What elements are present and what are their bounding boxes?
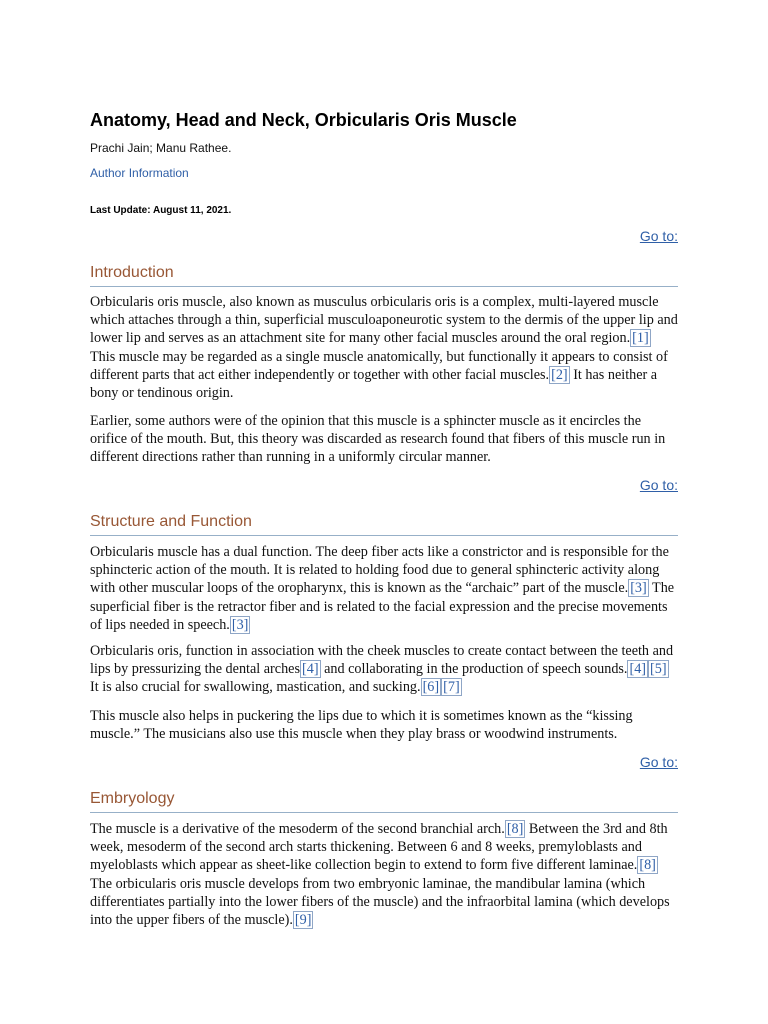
structure-paragraph-1 (90, 543, 678, 634)
structure-paragraph-3: This muscle also helps in puckering the lips due to which it is sometimes known as the “kissing muscle.” The musicians also use this muscle when they play brass or woodwind instruments. (90, 708, 633, 743)
paragraph-text: It is also crucial for swallowing, mastication, and sucking. (90, 679, 421, 696)
citation-link[interactable]: [4] (302, 661, 319, 678)
paragraph-text: Between the 3rd and 8th week, mesoderm of the second arch starts thickening. Between 6 and 8 weeks, premyloblasts and myeloblasts which appear as sheet-like collection begin to extend to form five different laminae. (90, 821, 668, 874)
citation-link[interactable]: [9] (294, 912, 312, 929)
paragraph-text: This muscle may be regarded as a single muscle anatomically, but functionally it appears to consist of different parts that act either independently or together with other facial muscles. (90, 348, 668, 383)
article-title: Anatomy, Head and Neck, Orbicularis Oris Muscle (90, 110, 517, 130)
section-heading-structure-and-function: Structure and Function (90, 512, 678, 536)
author-information-link[interactable]: Author Information (90, 166, 189, 180)
citation-link[interactable]: [8] (506, 821, 524, 837)
paragraph-text: The orbicularis oris muscle develops from two embryonic laminae, the mandibular lamina (which differentiates partially into the lower fibers of the muscle) and the infraorbital lamina (which develops into the upper fibers of the muscle). (90, 875, 670, 929)
citation-link[interactable]: [6] (422, 679, 440, 696)
introduction-paragraph-1 (90, 293, 678, 402)
paragraph-text: Orbicularis oris muscle, also known as musculus orbicularis oris is a complex, multi-layered muscle which attaches through a thin, superficial musculoaponeurotic system to the dermis of the upper lip and lower lip and serves as an attachment site for many other facial muscles around the oral region. (90, 294, 678, 347)
citation-link[interactable]: [2] (551, 366, 568, 383)
embryology-paragraph-1 (90, 820, 678, 929)
paragraph-text: Orbicularis oris, function in association with the cheek muscles to create contact between the teeth and lips by pressurizing the dental arches (90, 643, 674, 678)
section-heading-embryology: Embryology (90, 789, 678, 813)
citation-link[interactable]: [8] (639, 857, 656, 874)
citation-link[interactable]: [1] (632, 330, 649, 347)
last-update: Last Update: August 11, 2021. (90, 205, 232, 216)
paragraph-text: The muscle is a derivative of the mesoderm of the second branchial arch. (90, 821, 505, 837)
goto-link-3[interactable]: Go to: (639, 754, 678, 770)
goto-link-2[interactable]: Go to: (639, 477, 678, 493)
citation-link[interactable]: [4] (629, 661, 647, 678)
citation-link[interactable]: [3] (231, 616, 249, 633)
introduction-paragraph-2: Earlier, some authors were of the opinion that this muscle is a sphincter muscle as it encircles the orifice of the mouth. But, this theory was discarded as research found that fibers of this muscle run in different directions rather than running in a uniformly circular manner. (90, 413, 666, 466)
structure-paragraph-2 (90, 642, 678, 697)
goto-link-1[interactable]: Go to: (639, 228, 678, 244)
paragraph-text: The superficial fiber is the retractor fiber and is related to the facial expression and the precise movements of lips needed in speech. (90, 580, 675, 633)
citation-link[interactable]: [3] (630, 580, 647, 597)
citation-link[interactable]: [7] (443, 679, 460, 696)
article-authors: Prachi Jain; Manu Rathee. (90, 141, 232, 155)
section-heading-introduction: Introduction (90, 263, 678, 287)
paragraph-text: It has neither a bony or tendinous origin. (90, 366, 658, 402)
citation-link[interactable]: [5] (650, 661, 667, 678)
paragraph-text: Orbicularis muscle has a dual function. The deep fiber acts like a constrictor and is responsible for the sphincteric action of the mouth. It is related to holding food due to general sphincteric activity along with other muscular loops of the oropharynx, this is known as the “archaic” part of the muscle. (90, 544, 669, 597)
paragraph-text: and collaborating in the production of speech sounds. (320, 661, 628, 678)
